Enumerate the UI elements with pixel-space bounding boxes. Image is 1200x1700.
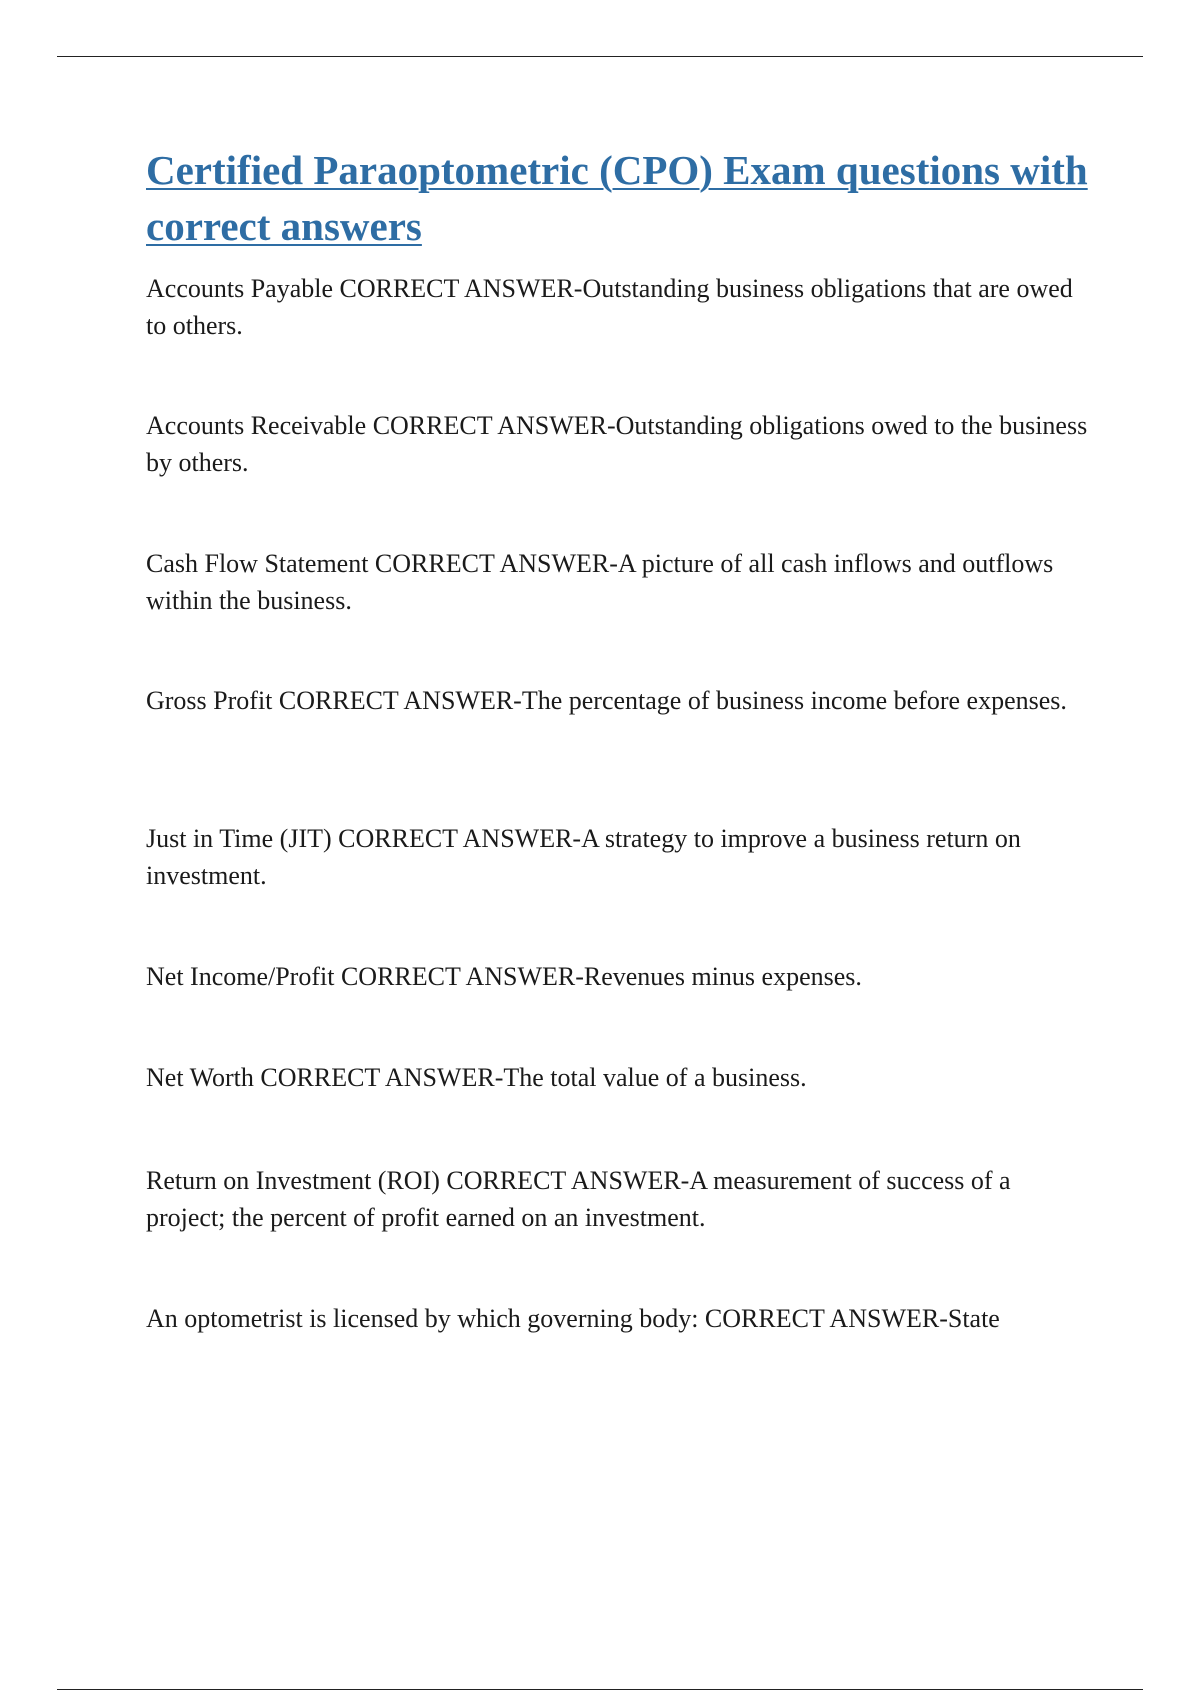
document-body bbox=[146, 142, 1096, 254]
qa-item: Accounts Receivable CORRECT ANSWER-Outstanding obligations owed to the business by others. bbox=[146, 411, 1088, 477]
qa-item: Return on Investment (ROI) CORRECT ANSWER-A measurement of success of a project; the percent of profit earned on an investment. bbox=[146, 1166, 1011, 1232]
qa-item: Just in Time (JIT) CORRECT ANSWER-A strategy to improve a business return on investment. bbox=[146, 824, 1021, 890]
qa-item: Accounts Payable CORRECT ANSWER-Outstanding business obligations that are owed to others. bbox=[146, 274, 1073, 340]
qa-item: Gross Profit CORRECT ANSWER-The percentage of business income before expenses. bbox=[146, 686, 1067, 715]
qa-item: An optometrist is licensed by which governing body: CORRECT ANSWER-State bbox=[146, 1304, 1000, 1333]
document-title: Certified Paraoptometric (CPO) Exam questions with correct answers bbox=[146, 147, 1088, 249]
qa-item: Net Worth CORRECT ANSWER-The total value of a business. bbox=[146, 1063, 807, 1092]
header-rule bbox=[57, 56, 1143, 57]
footer-rule bbox=[57, 1689, 1143, 1690]
qa-item: Cash Flow Statement CORRECT ANSWER-A picture of all cash inflows and outflows within the business. bbox=[146, 549, 1054, 615]
qa-item: Net Income/Profit CORRECT ANSWER-Revenues minus expenses. bbox=[146, 962, 862, 991]
